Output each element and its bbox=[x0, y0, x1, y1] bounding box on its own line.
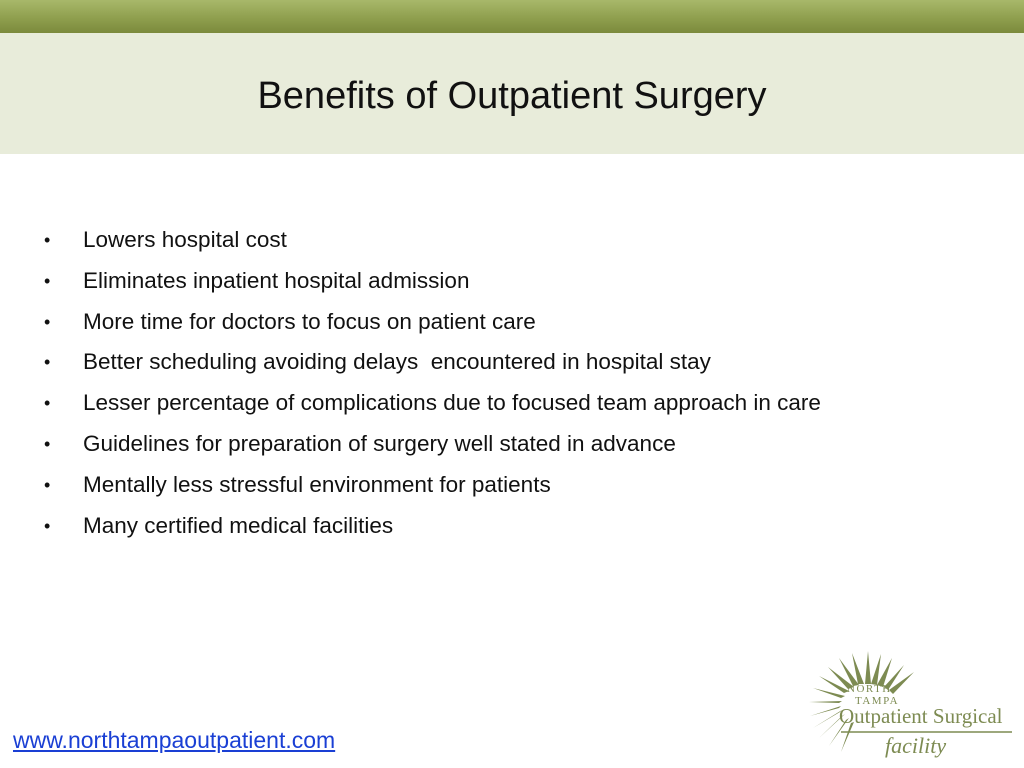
bullet-list bbox=[44, 220, 821, 546]
bullet-item bbox=[44, 302, 536, 343]
bullet-text: Mentally less stressful environment for patients bbox=[83, 471, 551, 497]
bullet-dot: • bbox=[44, 270, 51, 291]
bullet-text: Lesser percentage of complications due to focused team approach in care bbox=[83, 390, 821, 416]
bullet-item bbox=[44, 506, 394, 547]
bullet-text: Better scheduling avoiding delays encountered in hospital stay bbox=[83, 349, 711, 375]
bullet-item bbox=[44, 342, 711, 383]
bullet-text: More time for doctors to focus on patient care bbox=[83, 308, 536, 334]
bullet-dot: • bbox=[44, 393, 51, 414]
logo-text-outpatient-surgical: Outpatient Surgical bbox=[839, 704, 1003, 728]
bullet-item bbox=[44, 261, 470, 302]
bullet-dot: • bbox=[44, 515, 51, 536]
logo-text-tampa: TAMPA bbox=[855, 695, 900, 707]
bullet-item bbox=[44, 424, 676, 465]
bullet-dot: • bbox=[44, 474, 51, 495]
bullet-dot: • bbox=[44, 230, 51, 250]
logo-text-north: NORTH bbox=[847, 683, 892, 695]
bullet-dot: • bbox=[44, 433, 51, 454]
bullet-item bbox=[44, 220, 287, 261]
bullet-dot: • bbox=[44, 311, 51, 332]
bullet-item bbox=[44, 383, 821, 424]
website-link[interactable]: www.northtampaoutpatient.com bbox=[13, 727, 336, 753]
logo-text-facility: facility bbox=[885, 733, 947, 758]
top-band bbox=[0, 0, 1024, 33]
bullet-item bbox=[44, 465, 551, 506]
slide-title: Benefits of Outpatient Surgery bbox=[257, 75, 767, 117]
bullet-text: Many certified medical facilities bbox=[83, 512, 394, 538]
bullet-text: Eliminates inpatient hospital admission bbox=[83, 267, 470, 293]
bullet-dot: • bbox=[44, 352, 51, 373]
company-logo bbox=[807, 640, 1015, 762]
bullet-text: Lowers hospital cost bbox=[83, 227, 287, 252]
bullet-text: Guidelines for preparation of surgery well stated in advance bbox=[83, 430, 676, 456]
